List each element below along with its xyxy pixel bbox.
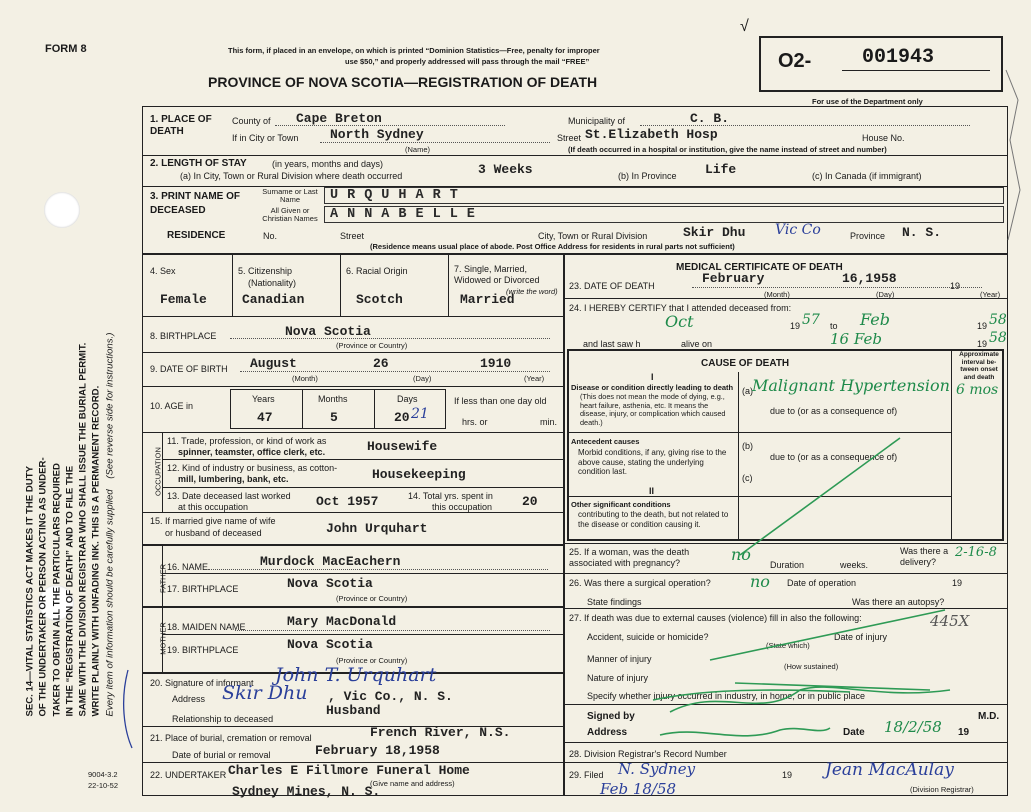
- city-value: North Sydney: [330, 127, 424, 142]
- mother-birthplace-sub: (Province or Country): [336, 656, 408, 665]
- cause-a-value: Malignant Hypertension: [752, 376, 950, 395]
- given-names-value: ANNABELLE: [330, 207, 484, 222]
- age-days-label: Days: [397, 394, 418, 404]
- spouse-label-1: 15. If married give name of wife: [150, 516, 276, 526]
- part-I: I: [651, 372, 654, 382]
- dob-month: August: [250, 356, 297, 371]
- dod-year-sub: (Year): [980, 290, 1001, 299]
- age-label: 10. AGE in: [150, 401, 194, 411]
- street-label: Street: [557, 133, 582, 143]
- certifier-date: 18/2/58: [884, 718, 942, 736]
- manner-label: Manner of injury: [587, 654, 652, 664]
- injury-date-label: Date of injury: [834, 632, 888, 642]
- racial-origin-label: 6. Racial Origin: [346, 266, 408, 276]
- operation-19: 19: [952, 578, 963, 588]
- age-months: 5: [330, 410, 338, 425]
- undertaker-address: Sydney Mines, N. S.: [232, 784, 381, 799]
- informant-address-typed: , Vic Co., N. S.: [328, 689, 453, 704]
- length-of-stay-label: 2. LENGTH OF STAY: [150, 158, 247, 169]
- how-sustained-sub: (How sustained): [784, 662, 839, 671]
- attended-from-year: 57: [802, 312, 820, 328]
- dod-day-sub: (Day): [876, 290, 895, 299]
- alive-on-label: alive on: [681, 339, 713, 349]
- age-years-label: Years: [252, 394, 275, 404]
- attended-from: Oct: [665, 312, 694, 331]
- other-conditions-sub: contributing to the death, but not related to the disease or condition causing it.: [578, 510, 729, 529]
- residence-street-label: Street: [340, 231, 365, 241]
- given-names-label: All Given or Christian Names: [262, 206, 318, 223]
- pregnancy-value: no: [731, 545, 751, 564]
- residence-no-label: No.: [263, 231, 278, 241]
- street-value: St.Elizabeth Hosp: [585, 127, 718, 142]
- dob-day-sub: (Day): [413, 374, 432, 383]
- department-use-note: For use of the Department only: [812, 97, 923, 106]
- cause-a-letter: (a): [742, 386, 753, 396]
- residence-note: (Residence means usual place of abode. Post Office Address for residents in rural parts not sufficient): [370, 242, 735, 251]
- informant-signature-label: 20. Signature of informant: [150, 678, 254, 688]
- filed-place: N. Sydney: [618, 760, 696, 778]
- delivery-value: 2-16-8: [955, 545, 997, 560]
- registration-prefix: O2-: [778, 50, 812, 72]
- date-of-death-19: 19: [950, 281, 961, 291]
- racial-origin-value: Scotch: [356, 292, 403, 307]
- stay-province-label: (b) In Province: [618, 171, 677, 181]
- disease-label: Disease or condition directly leading to death: [571, 383, 734, 392]
- occ-14-label-b: this occupation: [432, 502, 493, 512]
- specify-label: Specify whether injury occurred in industry, in home, or in public place: [587, 691, 865, 701]
- date-of-death-day: 16,1958: [842, 271, 897, 286]
- cancel-stroke-cause: [740, 438, 900, 555]
- dob-label: 9. DATE OF BIRTH: [150, 364, 228, 374]
- form-title: PROVINCE OF NOVA SCOTIA—REGISTRATION OF DEATH: [208, 74, 598, 90]
- date-of-death-month: February: [702, 271, 765, 286]
- undertaker-value: Charles E Fillmore Funeral Home: [228, 763, 470, 778]
- house-label: House No.: [862, 133, 905, 143]
- stay-city-label: (a) In City, Town or Rural Division where death occurred: [180, 171, 403, 181]
- cause-of-death-title: CAUSE OF DEATH: [701, 358, 790, 369]
- attended-to: Feb: [860, 310, 890, 329]
- residence-province-value: N. S.: [902, 225, 942, 240]
- citizenship-sub: (Nationality): [248, 278, 297, 288]
- duration-label: Duration: [770, 560, 805, 570]
- disease-sub: (This does not mean the mode of dying, e.g., heart failure, asthenia, etc. It means the disease, injury, or complication which caused death.): [580, 392, 726, 427]
- state-which-sub: (State which): [766, 641, 810, 650]
- filed-date: Feb 18/58: [600, 780, 677, 798]
- attended-from-19: 19: [790, 321, 801, 331]
- medical-certificate-title: MEDICAL CERTIFICATE OF DEATH: [676, 262, 843, 273]
- age-days: 20: [394, 410, 410, 425]
- stay-province-value: Life: [705, 162, 737, 177]
- signed-by-label: Signed by: [587, 711, 635, 722]
- relationship-value: Husband: [326, 703, 381, 718]
- footer-code-2: 22-10-52: [88, 781, 119, 790]
- pregnancy-label: 25. If a woman, was the death associated with pregnancy?: [569, 547, 690, 568]
- attended-to-19: 19: [977, 321, 988, 331]
- birthplace-sub: (Province or Country): [336, 341, 408, 350]
- municipality-value: C. B.: [690, 111, 730, 126]
- registrar-label: (Division Registrar): [910, 785, 974, 794]
- margin-pen-mark: [124, 670, 132, 748]
- cause-b-letter: (b): [742, 441, 753, 451]
- city-label: If in City or Town: [232, 133, 299, 143]
- occ-11-label-a: 11. Trade, profession, or kind of work as: [167, 436, 327, 446]
- occ-11-label-b: spinner, teamster, office clerk, etc.: [178, 447, 326, 457]
- mother-birthplace-value: Nova Scotia: [287, 637, 373, 652]
- registrar-signature: Jean MacAulay: [825, 760, 954, 780]
- burial-place-label: 21. Place of burial, cremation or removal: [150, 733, 312, 743]
- occ-13-label-b: at this occupation: [178, 502, 249, 512]
- mother-name-label: 18. MAIDEN NAME: [167, 622, 246, 632]
- date-of-death-label: 23. DATE OF DEATH: [569, 281, 655, 291]
- undertaker-sub: (Give name and address): [370, 779, 455, 788]
- dob-month-sub: (Month): [292, 374, 318, 383]
- division-record-label: 28. Division Registrar's Record Number: [569, 749, 727, 759]
- residence-county-handwritten: Vic Co: [775, 222, 821, 238]
- filed-19: 19: [782, 770, 793, 780]
- date-19: 19: [958, 727, 970, 738]
- last-worked-value: Oct 1957: [316, 494, 379, 509]
- part-II: II: [649, 486, 655, 496]
- place-of-death-label: 1. PLACE OF DEATH: [150, 114, 212, 137]
- date-label: Date: [843, 727, 865, 738]
- delivery-label: Was there a delivery?: [900, 546, 949, 567]
- spouse-label-2: or husband of deceased: [165, 528, 262, 538]
- stay-canada-label: (c) In Canada (if immigrant): [812, 171, 922, 181]
- side-line-7: Every item of information should be carefully supplied: [104, 489, 116, 717]
- citizenship-value: Canadian: [242, 292, 305, 307]
- side-line-1: SEC. 14—VITAL STATISTICS ACT MAKES IT THE DUTY: [24, 466, 36, 717]
- informant-address-handwritten: Skir Dhu: [222, 682, 308, 704]
- occ-12-label-b: mill, lumbering, bank, etc.: [178, 474, 289, 484]
- mail-notice-line1: This form, if placed in an envelope, on which is printed “Dominion Statistics—Free, penalty for improper: [228, 46, 600, 55]
- accident-label: Accident, suicide or homicide?: [587, 632, 709, 642]
- dob-day: 26: [373, 356, 389, 371]
- handwritten-code: 445X: [930, 612, 970, 630]
- dod-month-sub: (Month): [764, 290, 790, 299]
- father-vertical: FATHER: [158, 563, 168, 594]
- birthplace-value: Nova Scotia: [285, 324, 371, 339]
- father-name-label: 16. NAME: [167, 562, 209, 572]
- side-line-2: OF THE UNDERTAKER OR PERSON ACTING AS UNDER-: [37, 457, 49, 717]
- weeks-label: weeks.: [840, 560, 869, 570]
- alive-year: 58: [989, 330, 1007, 346]
- top-check-mark: √: [740, 18, 749, 35]
- marital-status-sub: (write the word): [506, 287, 558, 296]
- length-of-stay-sub: (in years, months and days): [272, 159, 384, 169]
- spouse-value: John Urquhart: [326, 521, 428, 536]
- occupation-vertical: OCCUPATION: [153, 447, 163, 496]
- industry-value: Housekeeping: [372, 467, 466, 482]
- certify-label: 24. I HEREBY CERTIFY that I attended deceased from:: [569, 303, 792, 313]
- age-days-correction: 21: [411, 406, 429, 422]
- age-months-label: Months: [318, 394, 348, 404]
- cause-c-letter: (c): [742, 473, 753, 483]
- physician-address-scribble: [660, 728, 830, 736]
- informant-signature: John T. Urquhart: [275, 664, 437, 686]
- operation-date-label: Date of operation: [787, 578, 857, 588]
- residence-province-label: Province: [850, 231, 886, 241]
- county-label: County of: [232, 116, 271, 126]
- other-conditions-label: Other significant conditions: [571, 500, 671, 509]
- registration-number: 001943: [862, 46, 935, 69]
- hospital-note: (If death occurred in a hospital or institution, give the name instead of street and number): [568, 145, 887, 154]
- surgical-operation-label: 26. Was there a surgical operation?: [569, 578, 711, 588]
- antecedent-sub: Morbid conditions, if any, giving rise to the above cause, stating the underlying condition last.: [578, 448, 727, 476]
- nature-label: Nature of injury: [587, 673, 649, 683]
- cancel-stroke-specify: [735, 683, 930, 690]
- marital-status-label: 7. Single, Married, Widowed or Divorced: [454, 264, 540, 285]
- dob-year-sub: (Year): [524, 374, 545, 383]
- state-findings-label: State findings: [587, 597, 642, 607]
- age-hrs-label: hrs. or: [462, 417, 488, 427]
- father-birthplace-label: 17. BIRTHPLACE: [167, 584, 239, 594]
- occ-13-label-a: 13. Date deceased last worked: [167, 491, 291, 501]
- relationship-label: Relationship to deceased: [172, 714, 274, 724]
- surname-value: URQUHART: [330, 188, 467, 203]
- mail-notice-line2: use $50,” and properly addressed will pass through the mail “FREE”: [345, 57, 590, 66]
- municipality-label: Municipality of: [568, 116, 626, 126]
- alive-19: 19: [977, 339, 988, 349]
- dob-year: 1910: [480, 356, 512, 371]
- informant-address-label: Address: [172, 694, 206, 704]
- side-line-6: WRITE PLAINLY WITH UNFADING INK. THIS IS A PERMANENT RECORD.: [90, 385, 102, 717]
- surname-label: Surname or Last Name: [262, 187, 318, 204]
- print-name-label: 3. PRINT NAME OF DECEASED: [150, 191, 241, 216]
- father-birthplace-value: Nova Scotia: [287, 576, 373, 591]
- burial-place-value: French River, N.S.: [370, 725, 511, 740]
- mother-vertical: MOTHER: [158, 622, 168, 655]
- years-in-occupation: 20: [522, 494, 538, 509]
- side-line-4: IN THE “REGISTRATION OF DEATH” AND TO FILE THE: [64, 465, 76, 717]
- burial-date-label: Date of burial or removal: [172, 750, 271, 760]
- occ-12-label-a: 12. Kind of industry or business, as cotton-: [167, 463, 338, 473]
- margin-tick-marks: [1006, 70, 1020, 240]
- stay-city-value: 3 Weeks: [478, 162, 533, 177]
- undertaker-label: 22. UNDERTAKER: [150, 770, 227, 780]
- due-to-a: due to (or as a consequence of): [770, 406, 898, 416]
- footer-code-1: 9004-3.2: [88, 770, 118, 779]
- antecedent-label: Antecedent causes: [571, 437, 640, 446]
- filed-label: 29. Filed: [569, 770, 604, 780]
- sex-label: 4. Sex: [150, 266, 176, 276]
- father-birthplace-sub: (Province or Country): [336, 594, 408, 603]
- interval-label: Approximate interval be-tween onset and death: [959, 351, 999, 381]
- due-to-b: due to (or as a consequence of): [770, 452, 898, 462]
- name-sublabel: (Name): [405, 145, 431, 154]
- mother-name-value: Mary MacDonald: [287, 614, 397, 629]
- age-min-label: min.: [540, 417, 558, 427]
- county-value: Cape Breton: [296, 111, 382, 126]
- last-saw-label: and last saw h: [583, 339, 641, 349]
- attended-to-year: 58: [989, 312, 1007, 328]
- interval-a-value: 6 mos: [956, 382, 999, 398]
- residence-city-label: City, Town or Rural Division: [538, 231, 648, 241]
- residence-label: RESIDENCE: [167, 230, 226, 241]
- birthplace-label: 8. BIRTHPLACE: [150, 331, 217, 341]
- age-less-label: If less than one day old: [454, 396, 547, 406]
- address-label: Address: [587, 727, 628, 738]
- citizenship-label: 5. Citizenship: [238, 266, 293, 276]
- residence-city-value: Skir Dhu: [683, 225, 746, 240]
- sex-value: Female: [160, 292, 207, 307]
- form-number: FORM 8: [45, 43, 87, 55]
- father-name-value: Murdock MacEachern: [260, 554, 401, 569]
- side-line-3: TAKER TO OBTAIN ALL THE PARTICULARS REQUIRED: [51, 463, 63, 717]
- marital-status-value: Married: [460, 292, 515, 307]
- external-causes-label: 27. If death was due to external causes (violence) fill in also the following:: [569, 613, 862, 623]
- burial-date-value: February 18,1958: [315, 743, 440, 758]
- cancel-stroke-external: [710, 610, 945, 660]
- side-line-5: SAME WITH THE DIVISION REGISTRAR WHO SHALL ISSUE THE BURIAL PERMIT.: [77, 342, 89, 717]
- mother-birthplace-label: 19. BIRTHPLACE: [167, 645, 239, 655]
- attended-to-label: to: [830, 321, 838, 331]
- side-line-8: (See reverse side for instructions.): [104, 332, 116, 479]
- autopsy-label: Was there an autopsy?: [852, 597, 945, 607]
- md-label: M.D.: [978, 711, 1000, 722]
- alive-on-value: 16 Feb: [830, 330, 882, 348]
- physician-signature-stroke: [653, 690, 850, 700]
- occ-14-label-a: 14. Total yrs. spent in: [408, 491, 493, 501]
- age-years: 47: [257, 410, 273, 425]
- occupation-value: Housewife: [367, 439, 438, 454]
- surgical-operation-value: no: [750, 572, 770, 591]
